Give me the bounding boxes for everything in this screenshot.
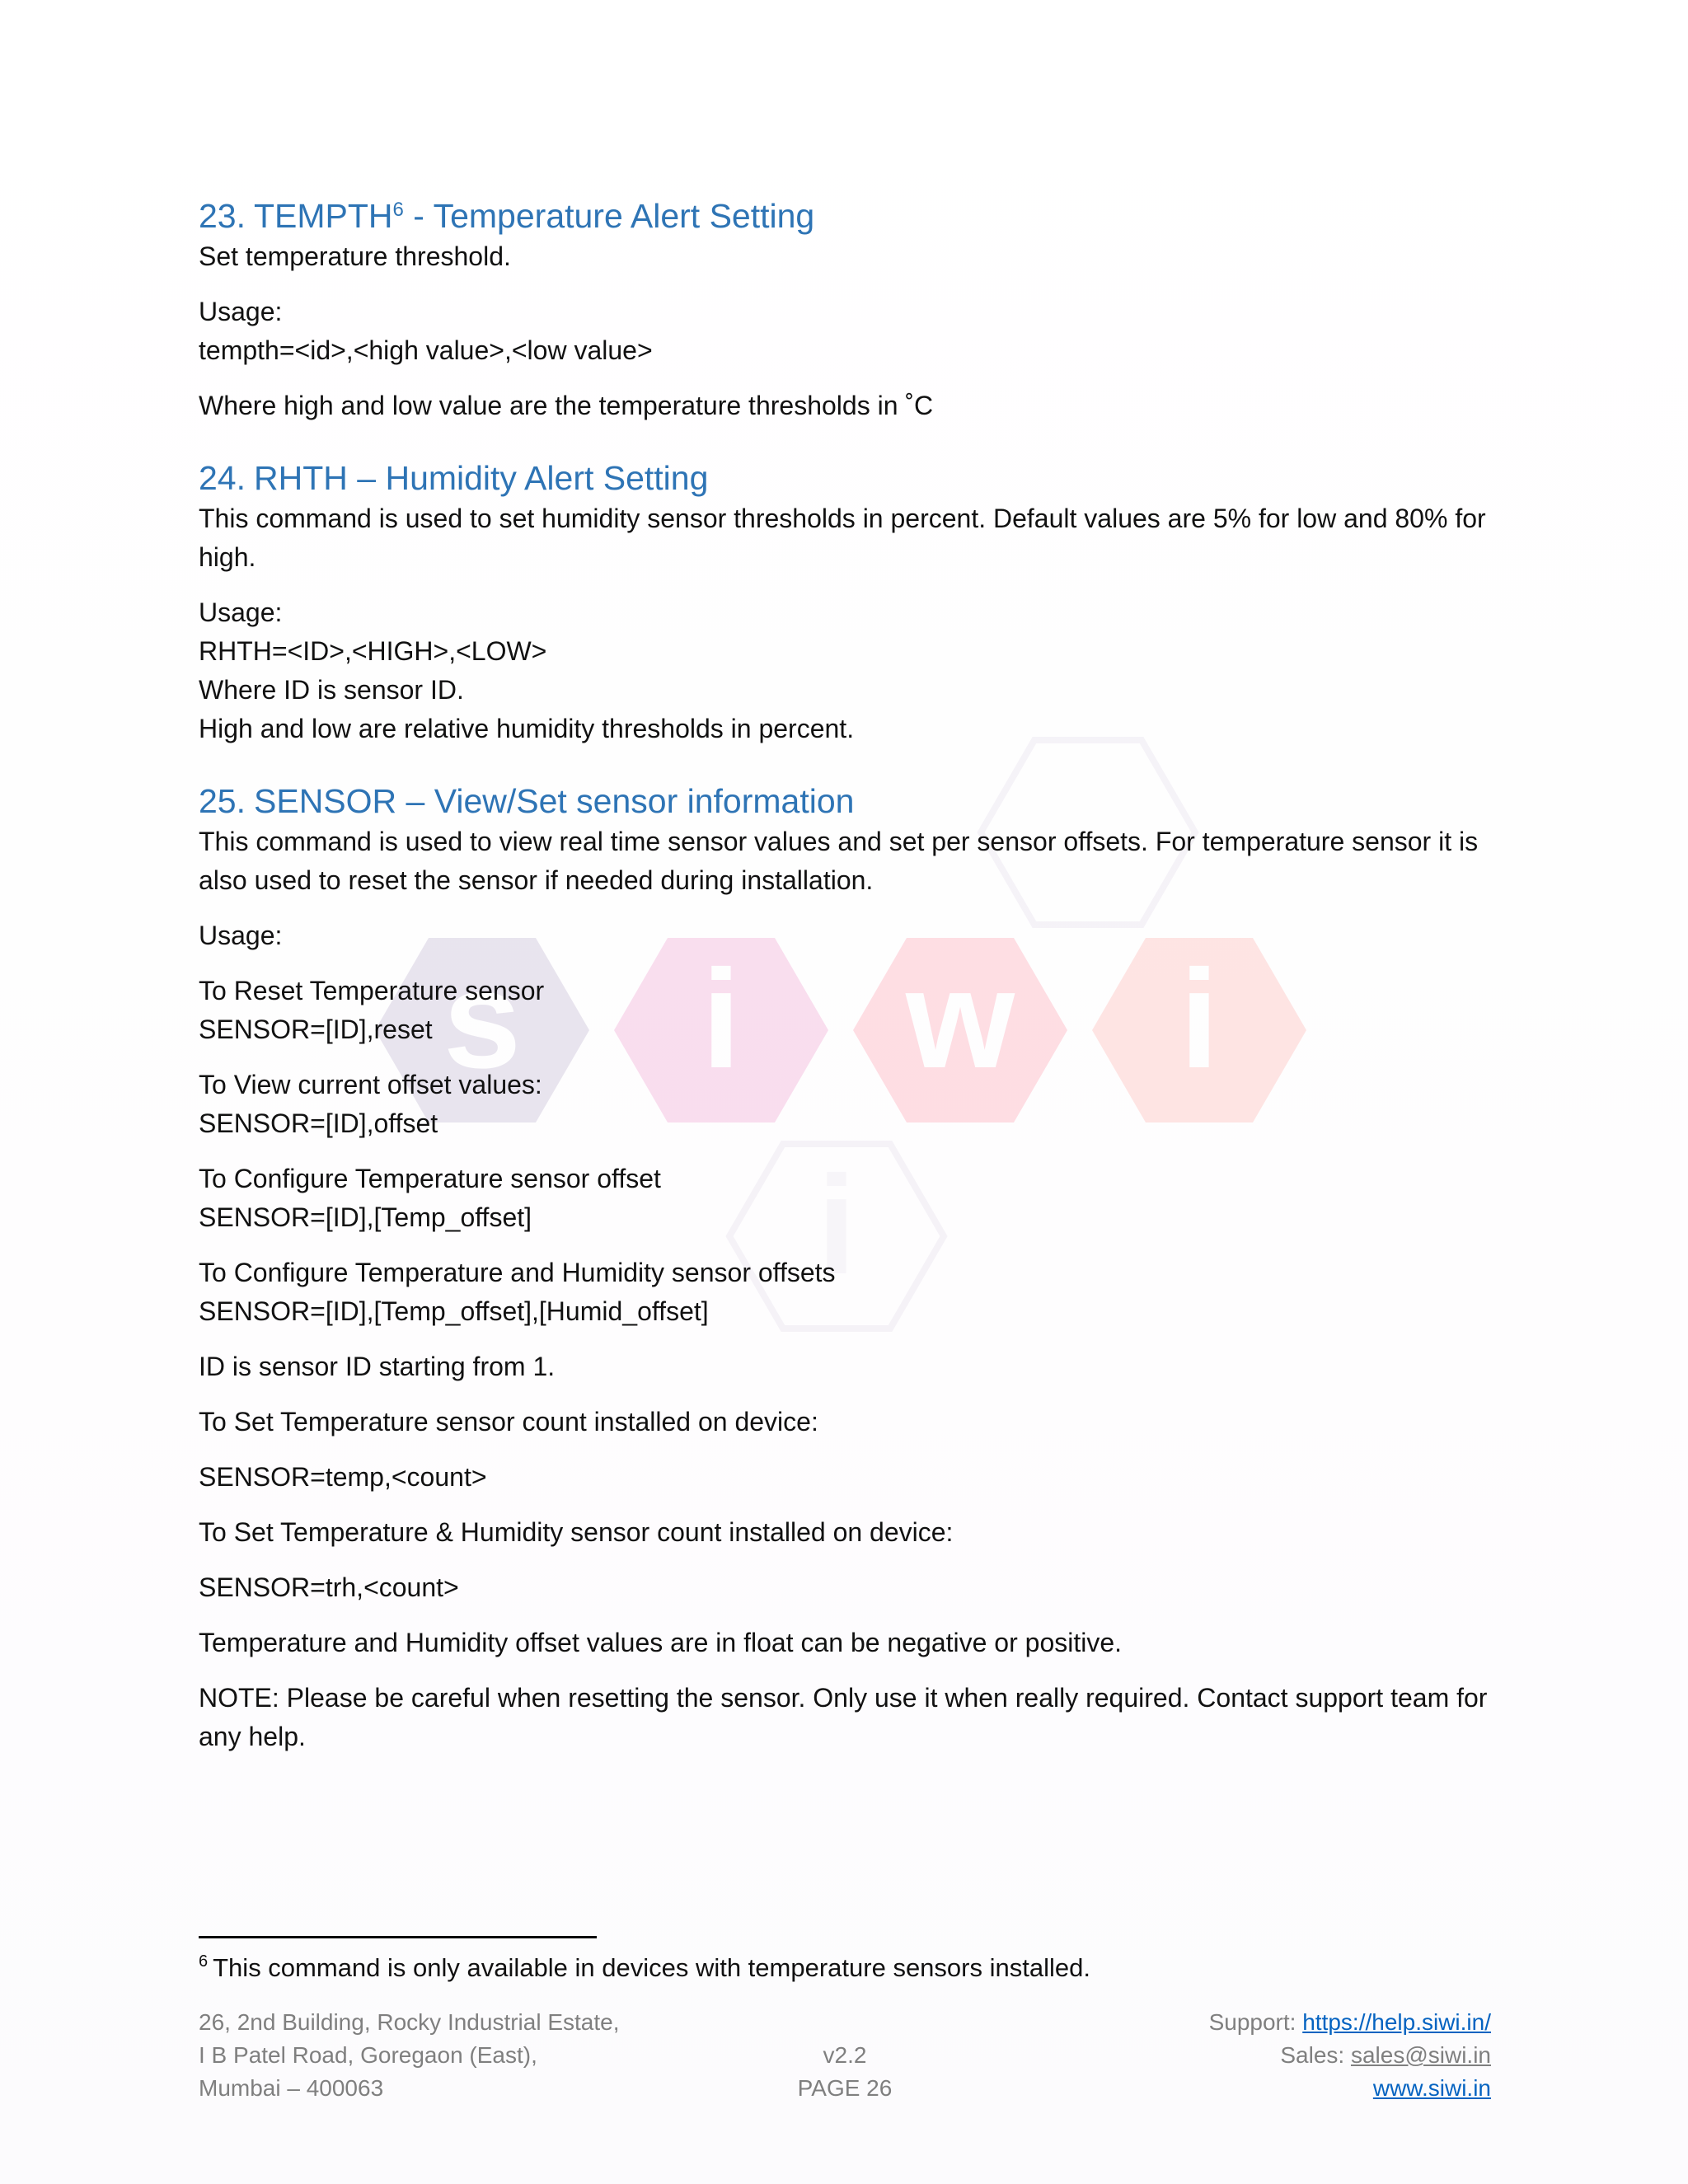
section-23-note: Where high and low value are the temperature thresholds in ˚C <box>199 391 934 420</box>
temp-humid-offset-label: To Configure Temperature and Humidity sensor offsets <box>199 1258 836 1287</box>
section-23-usage-label: Usage: <box>199 297 283 326</box>
temp-humid-offset-command: SENSOR=[ID],[Temp_offset],[Humid_offset] <box>199 1296 709 1326</box>
address-line-2: I B Patel Road, Goregaon (East), <box>199 2042 537 2068</box>
main-content <box>199 194 1501 1756</box>
watermark-letter-i1: i <box>701 941 741 1098</box>
temp-count-command: SENSOR=temp,<count> <box>199 1462 487 1492</box>
document-version: v2.2 <box>823 2042 867 2068</box>
support-link[interactable]: https://help.siwi.in/ <box>1302 2009 1491 2035</box>
section-24-heading <box>199 457 1501 499</box>
reset-warning-note: NOTE: Please be careful when resetting the sensor. Only use it when really required. Contact support team for any help. <box>199 1683 1488 1751</box>
temp-count-label: To Set Temperature sensor count installed on device: <box>199 1407 818 1436</box>
trh-count-label: To Set Temperature & Humidity sensor count installed on device: <box>199 1517 954 1547</box>
section-24-threshold-note: High and low are relative humidity thresholds in percent. <box>199 714 855 743</box>
footnote-separator <box>199 1936 597 1938</box>
section-23-heading <box>199 194 1501 237</box>
section-24-title: RHTH – Humidity Alert Setting <box>254 459 709 497</box>
reset-label: To Reset Temperature sensor <box>199 976 545 1005</box>
page-number: PAGE 26 <box>797 2075 893 2101</box>
sensor-id-note: ID is sensor ID starting from 1. <box>199 1352 556 1381</box>
section-25-number: 25. <box>199 782 246 820</box>
section-24-usage-label: Usage: <box>199 598 283 627</box>
section-23-intro: Set temperature threshold. <box>199 241 511 271</box>
section-25-title: SENSOR – View/Set sensor information <box>254 782 855 820</box>
watermark-letter-i3: i <box>817 1147 856 1304</box>
temp-offset-command: SENSOR=[ID],[Temp_offset] <box>199 1202 532 1232</box>
section-24-number: 24. <box>199 459 246 497</box>
section-23-usage-command: tempth=<id>,<high value>,<low value> <box>199 335 653 365</box>
section-24-id-note: Where ID is sensor ID. <box>199 675 464 705</box>
sales-email-link[interactable]: sales@siwi.in <box>1350 2042 1491 2068</box>
view-offset-label: To View current offset values: <box>199 1070 542 1099</box>
footer-contacts <box>1209 2006 1491 2105</box>
temp-offset-label: To Configure Temperature sensor offset <box>199 1164 661 1193</box>
trh-count-command: SENSOR=trh,<count> <box>199 1572 459 1602</box>
watermark-letter-i2: i <box>1179 941 1219 1098</box>
section-25-intro: This command is used to view real time sensor values and set per sensor offsets. For temperature sensor it is also used to reset the sensor if needed during installation. <box>199 827 1479 895</box>
footnote-text: This command is only available in devices with temperature sensors installed. <box>213 1953 1090 1982</box>
footnote <box>199 1952 1090 1985</box>
watermark-letter-w: w <box>905 941 1015 1098</box>
address-line-3: Mumbai – 400063 <box>199 2075 384 2101</box>
section-25-usage-label: Usage: <box>199 921 283 950</box>
section-23-title-rest: - Temperature Alert Setting <box>403 197 815 235</box>
website-link[interactable]: www.siwi.in <box>1372 2075 1491 2101</box>
support-label: Support: <box>1208 2009 1303 2035</box>
sales-label: Sales: <box>1280 2042 1351 2068</box>
section-24-usage-command: RHTH=<ID>,<HIGH>,<LOW> <box>199 636 547 666</box>
float-offset-note: Temperature and Humidity offset values are in float can be negative or positive. <box>199 1628 1123 1657</box>
section-23-number: 23. <box>199 197 246 235</box>
watermark-letter-s: s <box>443 941 522 1098</box>
section-24-intro: This command is used to set humidity sensor thresholds in percent. Default values are 5% for low and 80% for high. <box>199 504 1486 572</box>
footnote-marker: 6 <box>199 1952 209 1971</box>
footnote-ref-6[interactable]: 6 <box>392 199 404 221</box>
view-offset-command: SENSOR=[ID],offset <box>199 1108 438 1138</box>
address-line-1: 26, 2nd Building, Rocky Industrial Estate, <box>199 2009 620 2035</box>
section-25-heading <box>199 780 1501 823</box>
reset-command: SENSOR=[ID],reset <box>199 1015 433 1044</box>
section-23-title-main: TEMPTH <box>254 197 393 235</box>
